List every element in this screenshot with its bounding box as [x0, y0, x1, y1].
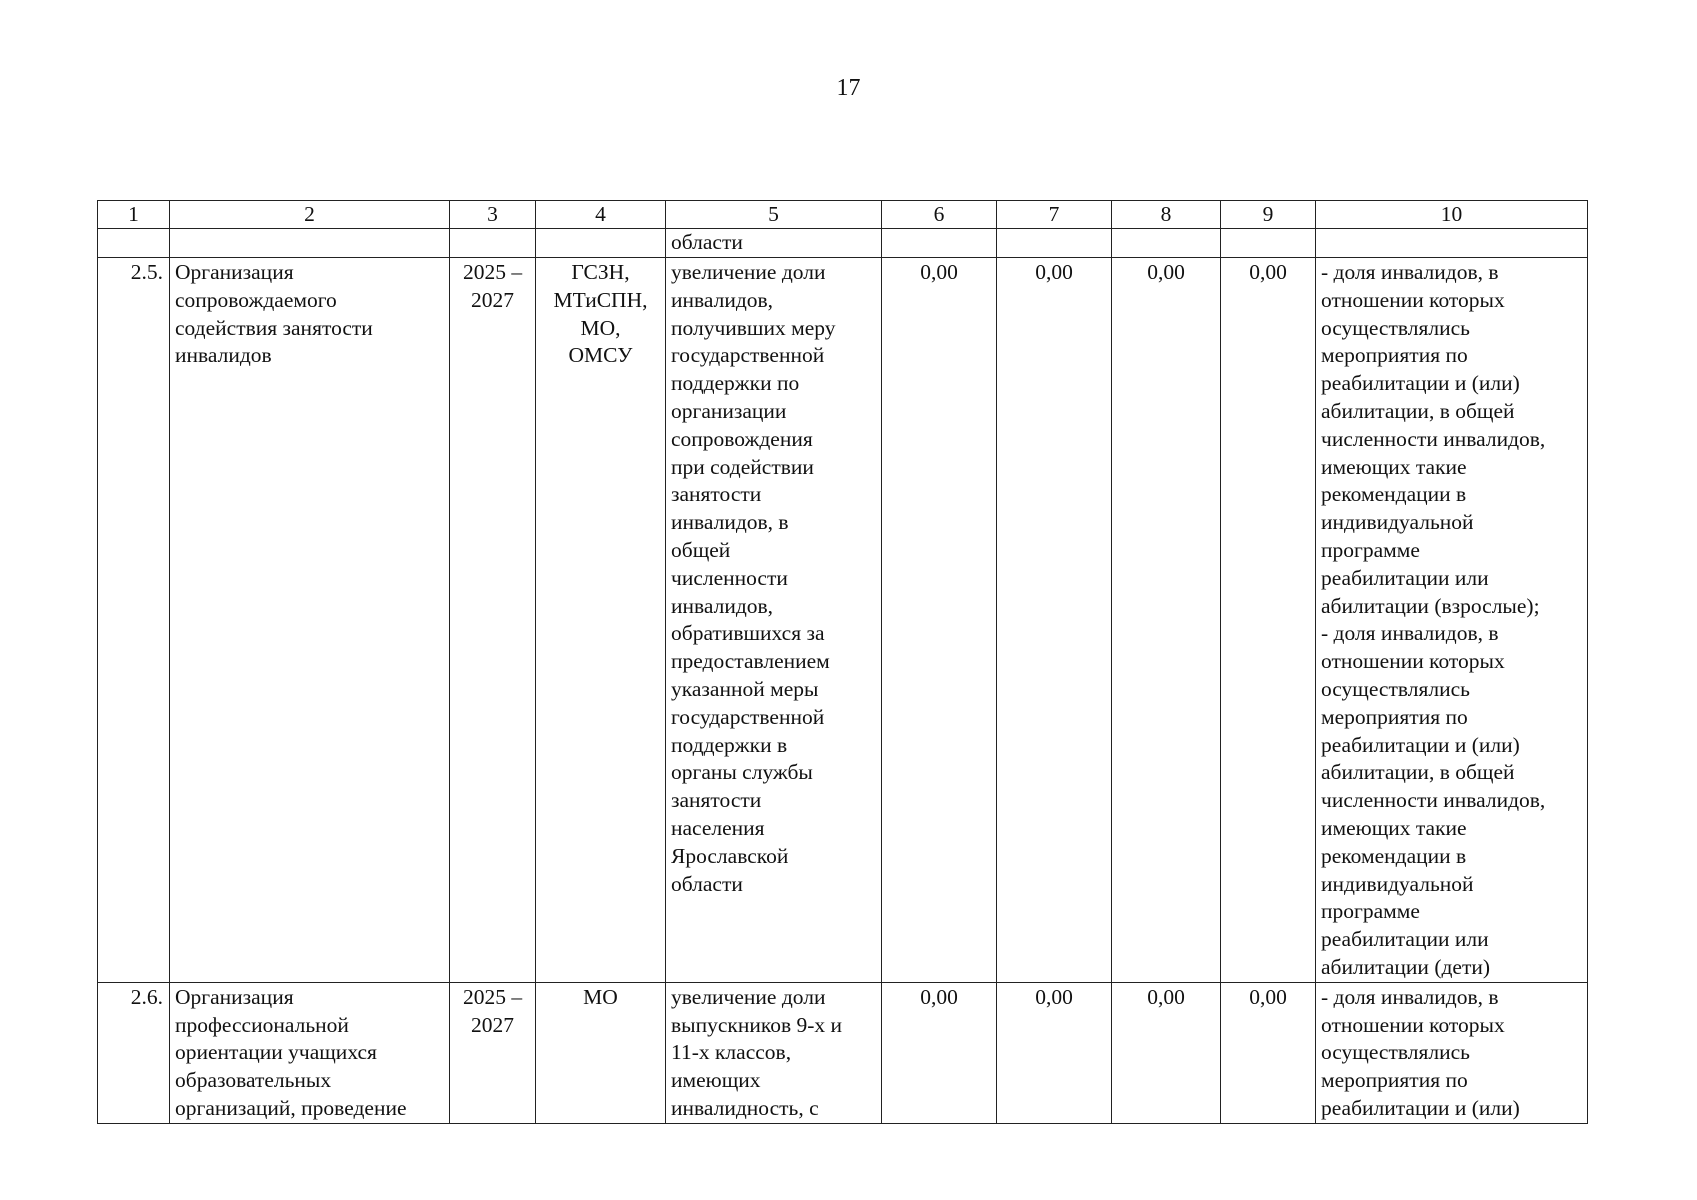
column-number-1: 1	[98, 201, 170, 229]
cont-cell-7	[997, 229, 1112, 258]
column-number-9: 9	[1221, 201, 1316, 229]
column-number-6: 6	[882, 201, 997, 229]
cont-cell-9	[1221, 229, 1316, 258]
cont-cell-3	[450, 229, 536, 258]
column-number-5: 5	[666, 201, 882, 229]
measure-name: Организация сопровождаемого содействия занятости инвалидов	[170, 258, 450, 983]
period-cell: 2025 – 2027	[450, 982, 536, 1123]
measures-table	[97, 200, 1588, 1124]
value-col6: 0,00	[882, 258, 997, 983]
period-cell: 2025 – 2027	[450, 258, 536, 983]
indicator-cell: - доля инвалидов, в отношении которых осуществлялись мероприятия по реабилитации и (или)	[1316, 982, 1588, 1123]
indicator-cell: - доля инвалидов, в отношении которых осуществлялись мероприятия по реабилитации и (или) абилитации, в общей численности инвалидов, имеющих такие рекомендации в индивидуальной программе реабилитации или абилитации (взрослые); - доля инвалидов, в отношении которых осуществлялись мероприятия по реабилитации и (или) абилитации, в общей численности инвалидов, имеющих такие рекомендации в индивидуальной программе реабилитации или абилитации (дети)	[1316, 258, 1588, 983]
value-col8: 0,00	[1112, 258, 1221, 983]
value-col8: 0,00	[1112, 982, 1221, 1123]
value-col9: 0,00	[1221, 258, 1316, 983]
page-number: 17	[836, 75, 861, 101]
value-col7: 0,00	[997, 982, 1112, 1123]
cont-cell-6	[882, 229, 997, 258]
cont-cell-4	[536, 229, 666, 258]
result-cell: увеличение доли выпускников 9-х и 11-х классов, имеющих инвалидность, с	[666, 982, 882, 1123]
column-number-10: 10	[1316, 201, 1588, 229]
executors-cell: ГСЗН, МТиСПН, МО, ОМСУ	[536, 258, 666, 983]
value-col9: 0,00	[1221, 982, 1316, 1123]
continuation-row	[98, 229, 1588, 258]
value-col6: 0,00	[882, 982, 997, 1123]
column-number-4: 4	[536, 201, 666, 229]
column-number-7: 7	[997, 201, 1112, 229]
measure-name: Организация профессиональной ориентации учащихся образовательных организаций, проведение	[170, 982, 450, 1123]
executors-cell: МО	[536, 982, 666, 1123]
column-number-8: 8	[1112, 201, 1221, 229]
column-numbers-row	[98, 201, 1588, 229]
column-number-3: 3	[450, 201, 536, 229]
value-col7: 0,00	[997, 258, 1112, 983]
cont-cell-1	[98, 229, 170, 258]
row-number: 2.6.	[98, 982, 170, 1123]
table-row	[98, 982, 1588, 1123]
cont-cell-8	[1112, 229, 1221, 258]
cont-cell-10	[1316, 229, 1588, 258]
result-cell: увеличение доли инвалидов, получивших меру государственной поддержки по организации сопровождения при содействии занятости инвалидов, в общей численности инвалидов, обратившихся за предоставлением указанной меры государственной поддержки в органы службы занятости населения Ярославской области	[666, 258, 882, 983]
table-row	[98, 258, 1588, 983]
cont-cell-5: области	[666, 229, 882, 258]
column-number-2: 2	[170, 201, 450, 229]
cont-cell-2	[170, 229, 450, 258]
row-number: 2.5.	[98, 258, 170, 983]
